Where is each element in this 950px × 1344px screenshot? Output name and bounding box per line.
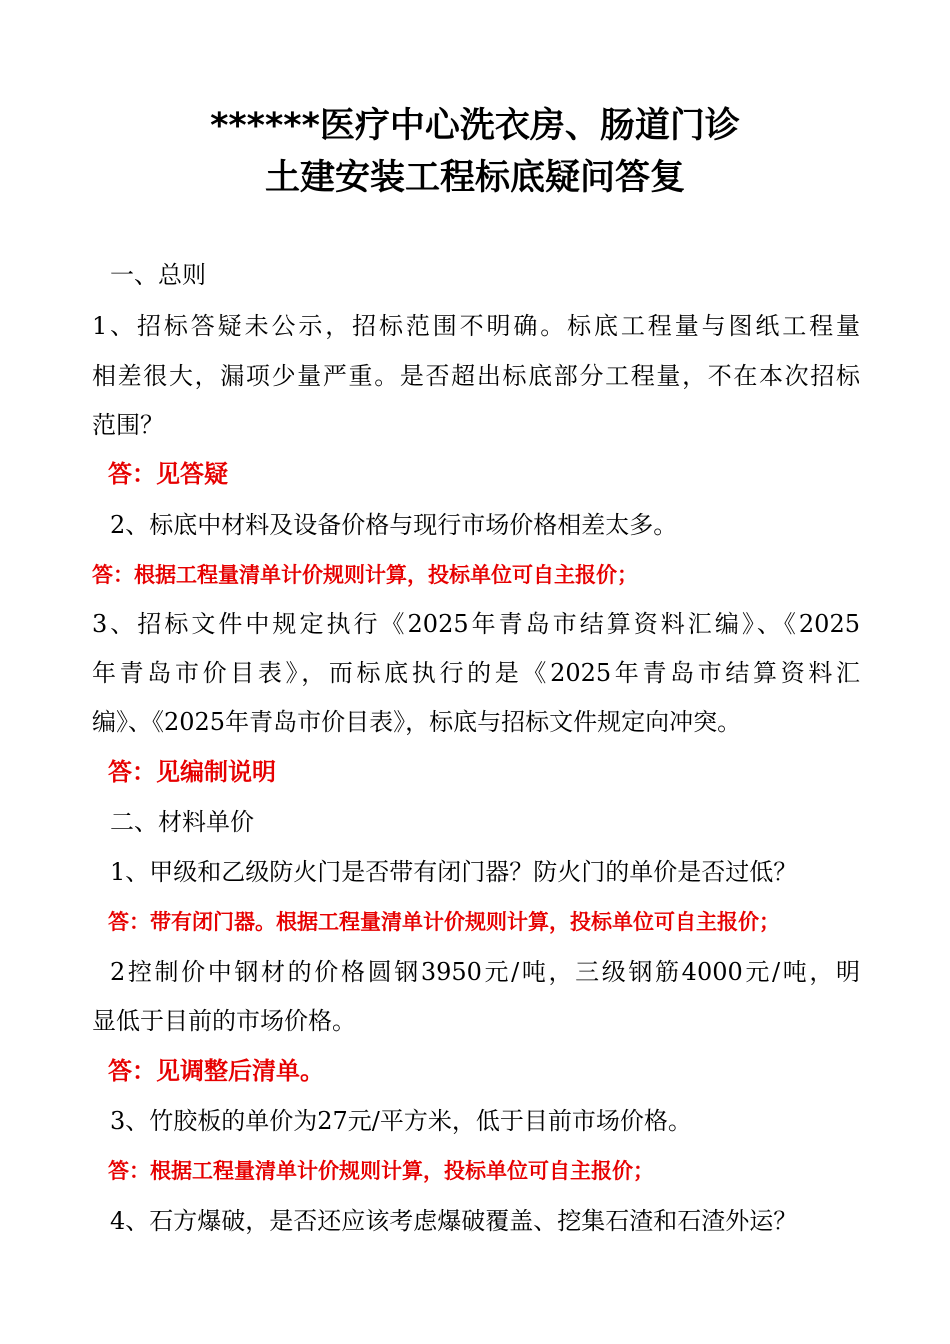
answer-2: 答：根据工程量清单计价规则计算，投标单位可自主报价； <box>92 563 638 587</box>
material-question-2-line-2: 显低于目前的市场价格。 <box>92 1007 356 1035</box>
material-question-4: 4、石方爆破，是否还应该考虑爆破覆盖、挖集石渣和石渣外运？ <box>110 1207 798 1235</box>
section-heading-general: 一、总则 <box>110 261 206 289</box>
material-question-1: 1、甲级和乙级防火门是否带有闭门器？防火门的单价是否过低？ <box>110 858 798 886</box>
material-answer-3: 答：根据工程量清单计价规则计算，投标单位可自主报价； <box>108 1159 654 1183</box>
question-1-line-1: 1、招标答疑未公示，招标范围不明确。标底工程量与图纸工程量 <box>92 312 860 340</box>
material-answer-2: 答：见调整后清单。 <box>108 1057 324 1085</box>
question-3-line-3: 编》、《2025年青岛市价目表》，标底与招标文件规定向冲突。 <box>92 708 742 736</box>
material-answer-1: 答：带有闭门器。根据工程量清单计价规则计算，投标单位可自主报价； <box>108 910 780 934</box>
question-1-line-2: 相差很大，漏项少量严重。是否超出标底部分工程量，不在本次招标 <box>92 362 860 390</box>
question-2: 2、标底中材料及设备价格与现行市场价格相差太多。 <box>110 511 678 539</box>
document-title-line-1: ******医疗中心洗衣房、肠道门诊 <box>210 106 740 146</box>
answer-1: 答：见答疑 <box>108 460 228 488</box>
material-question-3: 3、竹胶板的单价为27元/平方米，低于目前市场价格。 <box>110 1107 692 1135</box>
question-1-line-3: 范围？ <box>92 411 164 439</box>
answer-3: 答：见编制说明 <box>108 758 276 786</box>
section-heading-material-prices: 二、材料单价 <box>110 808 254 836</box>
document-title-line-2: 土建安装工程标底疑问答复 <box>264 158 685 198</box>
question-3-line-1: 3、招标文件中规定执行《2025年青岛市结算资料汇编》、《2025 <box>92 610 860 638</box>
material-question-2-line-1: 2控制价中钢材的价格圆钢3950元/吨，三级钢筋4000元/吨，明 <box>110 958 860 986</box>
question-3-line-2: 年青岛市价目表》，而标底执行的是《2025年青岛市结算资料汇 <box>92 659 860 687</box>
